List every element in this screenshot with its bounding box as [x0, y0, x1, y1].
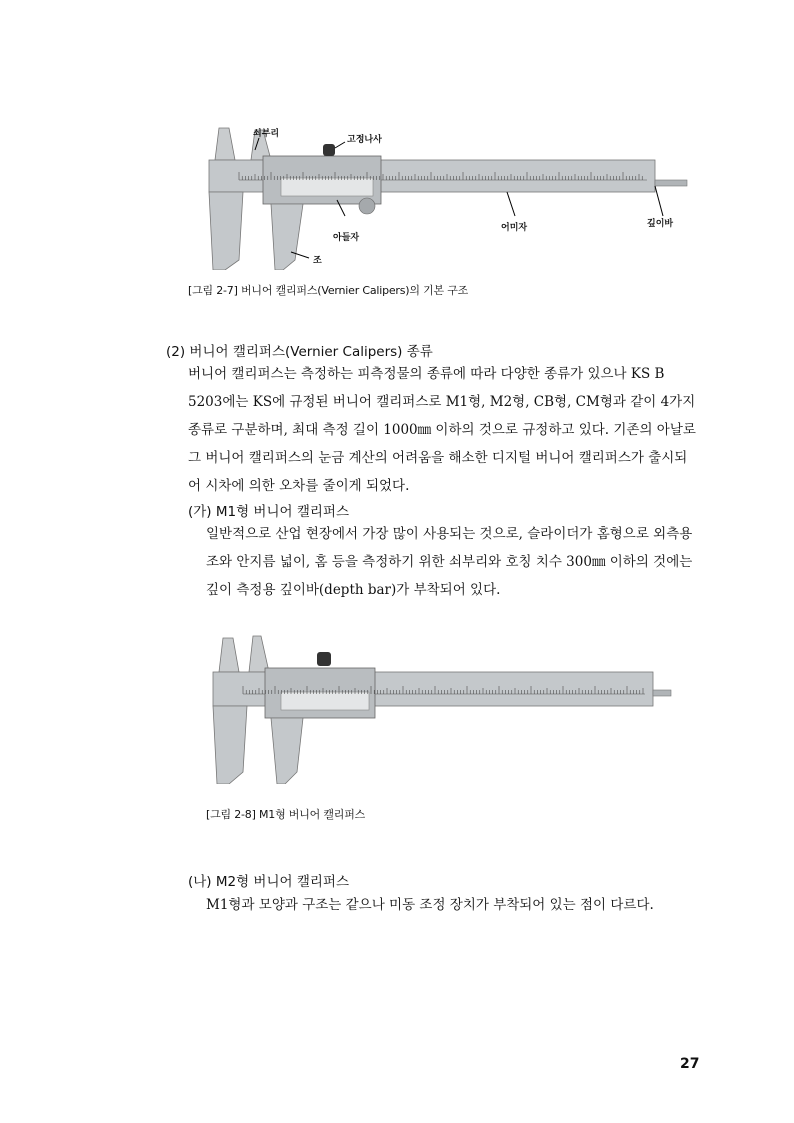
sub-b-paragraph	[206, 891, 700, 919]
paragraph-line: M1형과 모양과 구조는 같으나 미동 조정 장치가 부착되어 있는 점이 다르다.	[206, 897, 654, 913]
label-jaw: 조	[313, 256, 322, 266]
figure-2-7	[195, 120, 695, 270]
caliper-illustration-2	[205, 632, 675, 784]
label-vernier-scale: 아들자	[333, 233, 360, 243]
section-heading: (2) 버니어 캘리퍼스(Vernier Calipers) 종류	[166, 344, 433, 360]
figure-2-8-caption: [그림 2-8] M1형 버니어 캘리퍼스	[206, 808, 366, 821]
sub-a-heading: (가) M1형 버니어 캘리퍼스	[188, 504, 350, 520]
paragraph-line: 깊이 측정용 깊이바(depth bar)가 부착되어 있다.	[206, 582, 501, 598]
paragraph-line: 어 시차에 의한 오차를 줄이게 되었다.	[188, 478, 410, 494]
figure-2-7-caption: [그림 2-7] 버니어 캘리퍼스(Vernier Calipers)의 기본 구조	[188, 284, 469, 297]
label-lock-screw: 고정나사	[347, 135, 382, 145]
paragraph-line: 일반적으로 산업 현장에서 가장 많이 사용되는 것으로, 슬라이더가 홈형으로 외측용	[206, 526, 693, 542]
label-main-scale: 어미자	[501, 223, 528, 233]
sub-a-paragraph	[206, 520, 700, 604]
section-paragraph	[188, 360, 700, 500]
paragraph-line: 그 버니어 캘리퍼스의 눈금 계산의 어려움을 해소한 디지털 버니어 캘리퍼스가 출시되	[188, 450, 688, 466]
figure-2-8	[205, 632, 675, 784]
paragraph-line: 버니어 캘리퍼스는 측정하는 피측정물의 종류에 따라 다양한 종류가 있으나 KS B	[188, 366, 665, 382]
sub-b-heading: (나) M2형 버니어 캘리퍼스	[188, 874, 350, 890]
label-knife-edge: 쇠부리	[253, 129, 280, 139]
paragraph-line: 종류로 구분하며, 최대 측정 길이 1000㎜ 이하의 것으로 규정하고 있다. 기존의 아날로	[188, 422, 696, 438]
paragraph-line: 조와 안지름 넓이, 홈 등을 측정하기 위한 쇠부리와 호칭 치수 300㎜ 이하의 것에는	[206, 554, 693, 570]
label-depth-bar: 깊이바	[647, 219, 674, 229]
caliper-illustration-1	[195, 120, 695, 270]
paragraph-line: 5203에는 KS에 규정된 버니어 캘리퍼스로 M1형, M2형, CB형, CM형과 같이 4가지	[188, 394, 696, 410]
page-number: 27	[680, 1056, 700, 1072]
